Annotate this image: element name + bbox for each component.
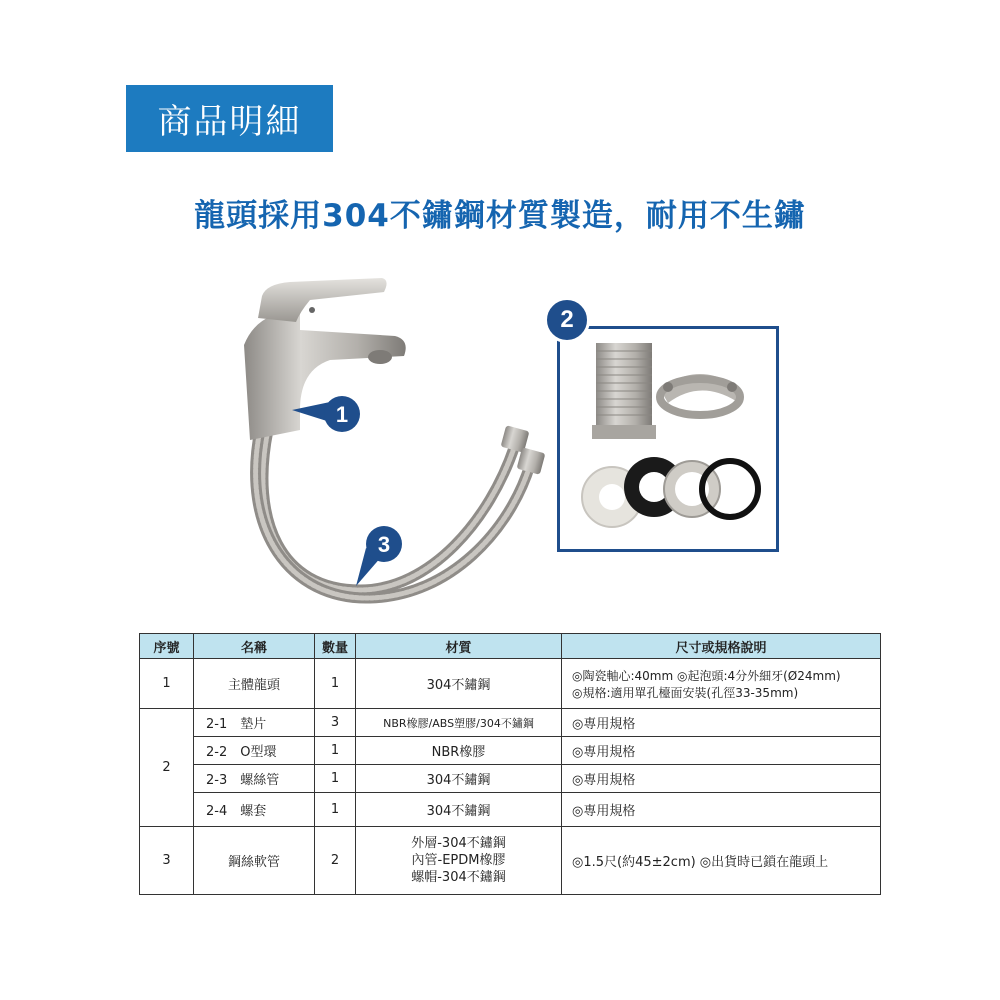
row-notes: ◎專用規格 [562, 737, 881, 765]
row-material: 304不鏽鋼 [356, 765, 562, 793]
row-notes: ◎專用規格 [562, 793, 881, 827]
table-row [140, 709, 881, 737]
row-notes [562, 659, 881, 709]
gaskets [582, 457, 758, 527]
row-name: 2-3 螺絲管 [194, 765, 315, 793]
note-line: ◎規格:適用單孔檯面安裝(孔徑33-35mm) [572, 685, 799, 700]
callout-3-label: 3 [377, 532, 391, 557]
header-material: 材質 [356, 634, 562, 659]
spec-table [139, 633, 881, 895]
row-no: 3 [140, 827, 194, 895]
section-title-badge: 商品明細 [126, 85, 333, 152]
material-line: 螺帽-304不鏽鋼 [411, 870, 506, 885]
row-no: 1 [140, 659, 194, 709]
callout-1 [292, 396, 360, 432]
material-line: 外層-304不鏽鋼 [411, 836, 506, 851]
row-no: 2 [140, 709, 194, 827]
row-material: 304不鏽鋼 [356, 793, 562, 827]
row-qty: 1 [315, 793, 356, 827]
row-name: 2-4 螺套 [194, 793, 315, 827]
bracket-plate [660, 374, 740, 415]
callout-3 [356, 526, 402, 586]
callout-2-label: 2 [560, 306, 574, 333]
callout-2 [544, 297, 590, 343]
table-row [140, 827, 881, 895]
row-notes: ◎專用規格 [562, 709, 881, 737]
row-name: 鋼絲軟管 [194, 827, 315, 895]
callout-1-label: 1 [335, 402, 349, 427]
row-notes: ◎專用規格 [562, 765, 881, 793]
row-material [356, 827, 562, 895]
row-material: NBR橡膠 [356, 737, 562, 765]
header-no: 序號 [140, 634, 194, 659]
row-notes: ◎1.5尺(約45±2cm) ◎出貨時已鎖在龍頭上 [562, 827, 881, 895]
material-line: 內管-EPDM橡膠 [411, 853, 506, 868]
row-qty: 1 [315, 659, 356, 709]
accessories-box [557, 306, 779, 552]
row-qty: 1 [315, 737, 356, 765]
threaded-tube [592, 343, 656, 439]
header-name: 名稱 [194, 634, 315, 659]
note-line: ◎陶瓷軸心:40mm ◎起泡頭:4分外細牙(Ø24mm) [572, 668, 841, 683]
table-row [140, 659, 881, 709]
row-qty: 2 [315, 827, 356, 895]
row-name: 主體龍頭 [194, 659, 315, 709]
table-row [140, 793, 881, 827]
headline: 龍頭採用304不鏽鋼材質製造，耐用不生鏽 [194, 198, 806, 234]
row-material: 304不鏽鋼 [356, 659, 562, 709]
table-header-row [140, 634, 881, 659]
table-row [140, 765, 881, 793]
header-qty: 數量 [315, 634, 356, 659]
accessories-illustration [560, 329, 776, 549]
braided-hoses [256, 430, 530, 598]
row-material: NBR橡膠/ABS塑膠/304不鏽鋼 [356, 709, 562, 737]
header-notes: 尺寸或規格說明 [562, 634, 881, 659]
table-row [140, 737, 881, 765]
row-name: 2-1 墊片 [194, 709, 315, 737]
row-qty: 1 [315, 765, 356, 793]
row-qty: 3 [315, 709, 356, 737]
row-name: 2-2 O型環 [194, 737, 315, 765]
